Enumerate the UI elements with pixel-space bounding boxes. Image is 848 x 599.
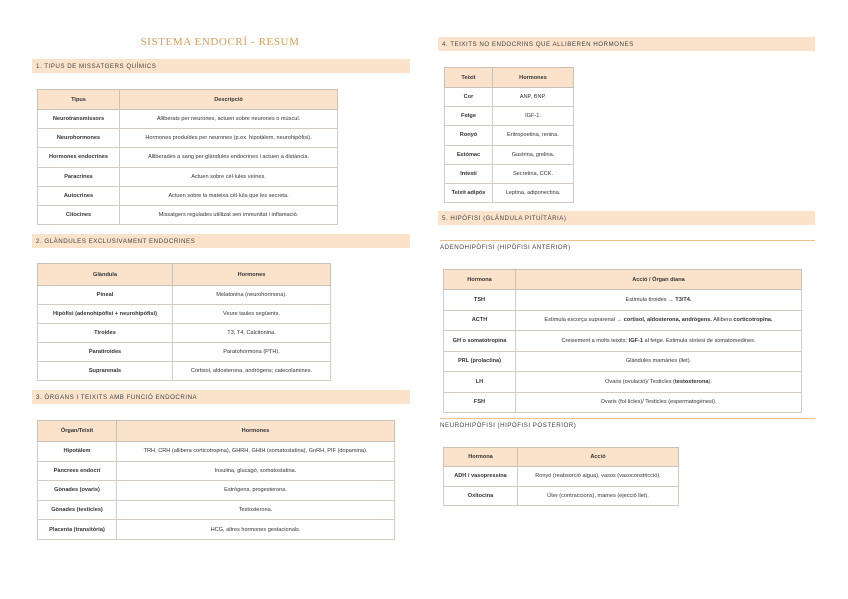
row-label: Placenta (transitòria)	[38, 520, 117, 540]
table-row	[38, 500, 395, 520]
page-title: SISTEMA ENDOCRÍ - RESUM	[140, 36, 300, 48]
row-label: PRL (prolactina)	[444, 351, 516, 372]
table-row	[38, 205, 338, 224]
table-row	[445, 183, 574, 202]
table-row	[38, 148, 338, 167]
row-label: TSH	[444, 290, 516, 311]
text-fragment: IGF-1	[628, 337, 643, 344]
row-value	[516, 372, 802, 393]
row-label: ADH / vasopressina	[444, 467, 518, 487]
row-value: TRH, CRH (allibera corticotropina), GHRH, GHIH (somatostatina), GnRH, PIF (dopamina).	[117, 442, 395, 462]
tissues-body	[445, 88, 574, 203]
row-label: Hipòfisi (adenohipòfisi + neurohipòfisi)	[38, 305, 173, 324]
row-value: Missatgers regulades utilitzat sen immunitat i inflamació.	[120, 205, 338, 224]
row-value: Hormones produïdes per neurones (p.ex. hipotàlem, neurohipòfisi).	[120, 129, 338, 148]
adenohypophysis-heading: ADENOHIPÒFISI (HIPÒFISI ANTERIOR)	[440, 240, 815, 251]
row-label: Citocines	[38, 205, 120, 224]
col-header: Tipus	[38, 90, 120, 110]
row-label: Fetge	[445, 107, 493, 126]
table-row	[38, 343, 331, 362]
row-label: Ronyó	[445, 126, 493, 145]
row-label: Oxitocina	[444, 486, 518, 506]
table-row	[38, 362, 331, 381]
row-value: Úter (contraccions), mames (ejecció llet).	[518, 486, 679, 506]
col-header: Teixit	[445, 68, 493, 88]
row-label: Paratiroides	[38, 343, 173, 362]
table-row	[38, 305, 331, 324]
col-header: Hormones	[173, 264, 331, 286]
row-label: LH	[444, 372, 516, 393]
table-row	[445, 164, 574, 183]
row-label: Neurotransmissors	[38, 110, 120, 129]
row-value: Eritropoetina, renina.	[493, 126, 574, 145]
organs-table	[37, 420, 395, 540]
row-label: Gònades (testicles)	[38, 500, 117, 520]
row-value: Actuen sobre la mateixa cèl·lula que les secreta.	[120, 186, 338, 205]
row-value	[516, 290, 802, 311]
row-value	[516, 310, 802, 331]
row-value: T3, T4, Calcitonina.	[173, 324, 331, 343]
text-fragment: Allibera	[711, 317, 734, 324]
row-label: FSH	[444, 392, 516, 413]
text-fragment: Ovaris (ovulació)/ Testicles (	[605, 378, 675, 385]
row-value: Melatonina (neurohormona).	[173, 286, 331, 305]
row-value: Ronyó (reabsorció aigua), vasos (vasoconstricció).	[518, 467, 679, 487]
text-fragment: ).	[708, 378, 712, 385]
table-row	[38, 461, 395, 481]
section-2-heading: 2. GLÀNDULES EXCLUSIVAMENT ENDOCRINES	[32, 234, 410, 248]
row-label: Tiroides	[38, 324, 173, 343]
glands-table	[37, 263, 331, 381]
col-header: Glàndula	[38, 264, 173, 286]
text-fragment: T3/T4.	[675, 296, 692, 303]
table-row	[444, 290, 802, 311]
table-row	[38, 167, 338, 186]
row-value: Veure taules següents.	[173, 305, 331, 324]
tissues-table	[444, 67, 574, 203]
row-label: Paracrines	[38, 167, 120, 186]
text-fragment: testosterona	[674, 378, 709, 385]
organs-body	[38, 442, 395, 540]
table-row	[445, 88, 574, 107]
section-5-heading: 5. HIPÒFISI (GLÀNDULA PITUÏTÀRIA)	[438, 211, 815, 225]
col-header: Descripció	[120, 90, 338, 110]
row-value: ANP, BNP.	[493, 88, 574, 107]
row-label: Hipotàlem	[38, 442, 117, 462]
row-label: Pàncrees endocrí	[38, 461, 117, 481]
row-value	[516, 351, 802, 372]
row-label: Neurohormones	[38, 129, 120, 148]
table-row	[38, 286, 331, 305]
messengers-body	[38, 110, 338, 225]
row-label: Teixit adipós	[445, 183, 493, 202]
row-value	[516, 392, 802, 413]
row-label: Suprarenals	[38, 362, 173, 381]
table-row	[444, 310, 802, 331]
row-value: HCG, altres hormones gestacionals.	[117, 520, 395, 540]
col-header: Hormones	[117, 421, 395, 442]
section-1-heading: 1. TIPUS DE MISSATGERS QUÍMICS	[32, 59, 410, 73]
row-value: Actuen sobre cèl·lules veïnes.	[120, 167, 338, 186]
col-header: Òrgan/Teixit	[38, 421, 117, 442]
row-value: Gastrina, grelina.	[493, 145, 574, 164]
row-label: GH o somatotropina	[444, 331, 516, 352]
table-row	[445, 107, 574, 126]
table-row	[445, 145, 574, 164]
row-label: ACTH	[444, 310, 516, 331]
table-row	[38, 520, 395, 540]
table-row	[38, 186, 338, 205]
neurohypophysis-body	[444, 467, 679, 506]
text-fragment: Glàndules mamàries (llet).	[625, 358, 692, 365]
text-fragment: Ovaris (fol·licles)/ Testicles (espermatogènesi).	[600, 399, 717, 406]
row-value: IGF-1.	[493, 107, 574, 126]
table-row	[444, 372, 802, 393]
text-fragment: al fetge. Estimula síntesi de somatomedines.	[642, 337, 756, 344]
row-label: Autocrines	[38, 186, 120, 205]
table-row	[444, 351, 802, 372]
adenohypophysis-body	[444, 290, 802, 413]
row-value: Secretina, CCK.	[493, 164, 574, 183]
row-value: Estrògens, progesterona.	[117, 481, 395, 501]
text-fragment: cortisol, aldosterona, andrògens.	[623, 317, 712, 324]
row-value: Testosterona.	[117, 500, 395, 520]
table-row	[38, 442, 395, 462]
glands-body	[38, 286, 331, 381]
table-row	[38, 481, 395, 501]
row-value: Paratohormona (PTH).	[173, 343, 331, 362]
row-value: Leptina, adiponectina.	[493, 183, 574, 202]
row-value: Alliberats per neurones, actuen sobre neurones o múscul.	[120, 110, 338, 129]
table-row	[38, 324, 331, 343]
text-fragment: Creixement a molts teixits;	[561, 337, 629, 344]
adenohypophysis-table	[443, 269, 802, 413]
row-label: Estómac	[445, 145, 493, 164]
row-label: Hormones endocrines	[38, 148, 120, 167]
col-header: Acció / Òrgan diana	[516, 270, 802, 290]
messengers-table	[37, 89, 338, 225]
neurohypophysis-heading: NEUROHIPÒFISI (HIPÒFISI POSTERIOR)	[440, 418, 815, 429]
col-header: Hormones	[493, 68, 574, 88]
table-row	[444, 467, 679, 487]
row-value: Insulina, glucagó, somatostatina.	[117, 461, 395, 481]
table-row	[38, 129, 338, 148]
row-label: Intestí	[445, 164, 493, 183]
row-value	[516, 331, 802, 352]
table-row	[38, 110, 338, 129]
text-fragment: Estimula tiroides →	[625, 296, 676, 303]
row-value: Alliberades a sang per glàndules endocrines i actuen a distància.	[120, 148, 338, 167]
table-row	[444, 392, 802, 413]
col-header: Acció	[518, 448, 679, 467]
text-fragment: Estimula escorça suprarenal →	[544, 317, 624, 324]
table-row	[444, 331, 802, 352]
row-label: Cor	[445, 88, 493, 107]
table-row	[444, 486, 679, 506]
col-header: Hormona	[444, 270, 516, 290]
col-header: Hormona	[444, 448, 518, 467]
row-label: Gònades (ovaris)	[38, 481, 117, 501]
row-label: Pineal	[38, 286, 173, 305]
section-4-heading: 4. TEIXITS NO ENDOCRINS QUE ALLIBEREN HORMONES	[438, 37, 815, 51]
text-fragment: corticotropina.	[733, 317, 773, 324]
section-3-heading: 3. ÒRGANS I TEIXITS AMB FUNCIÓ ENDOCRINA	[32, 390, 410, 404]
row-value: Cortisol, aldosterona, andrògens; catecolamines.	[173, 362, 331, 381]
table-row	[445, 126, 574, 145]
neurohypophysis-table	[443, 447, 679, 506]
